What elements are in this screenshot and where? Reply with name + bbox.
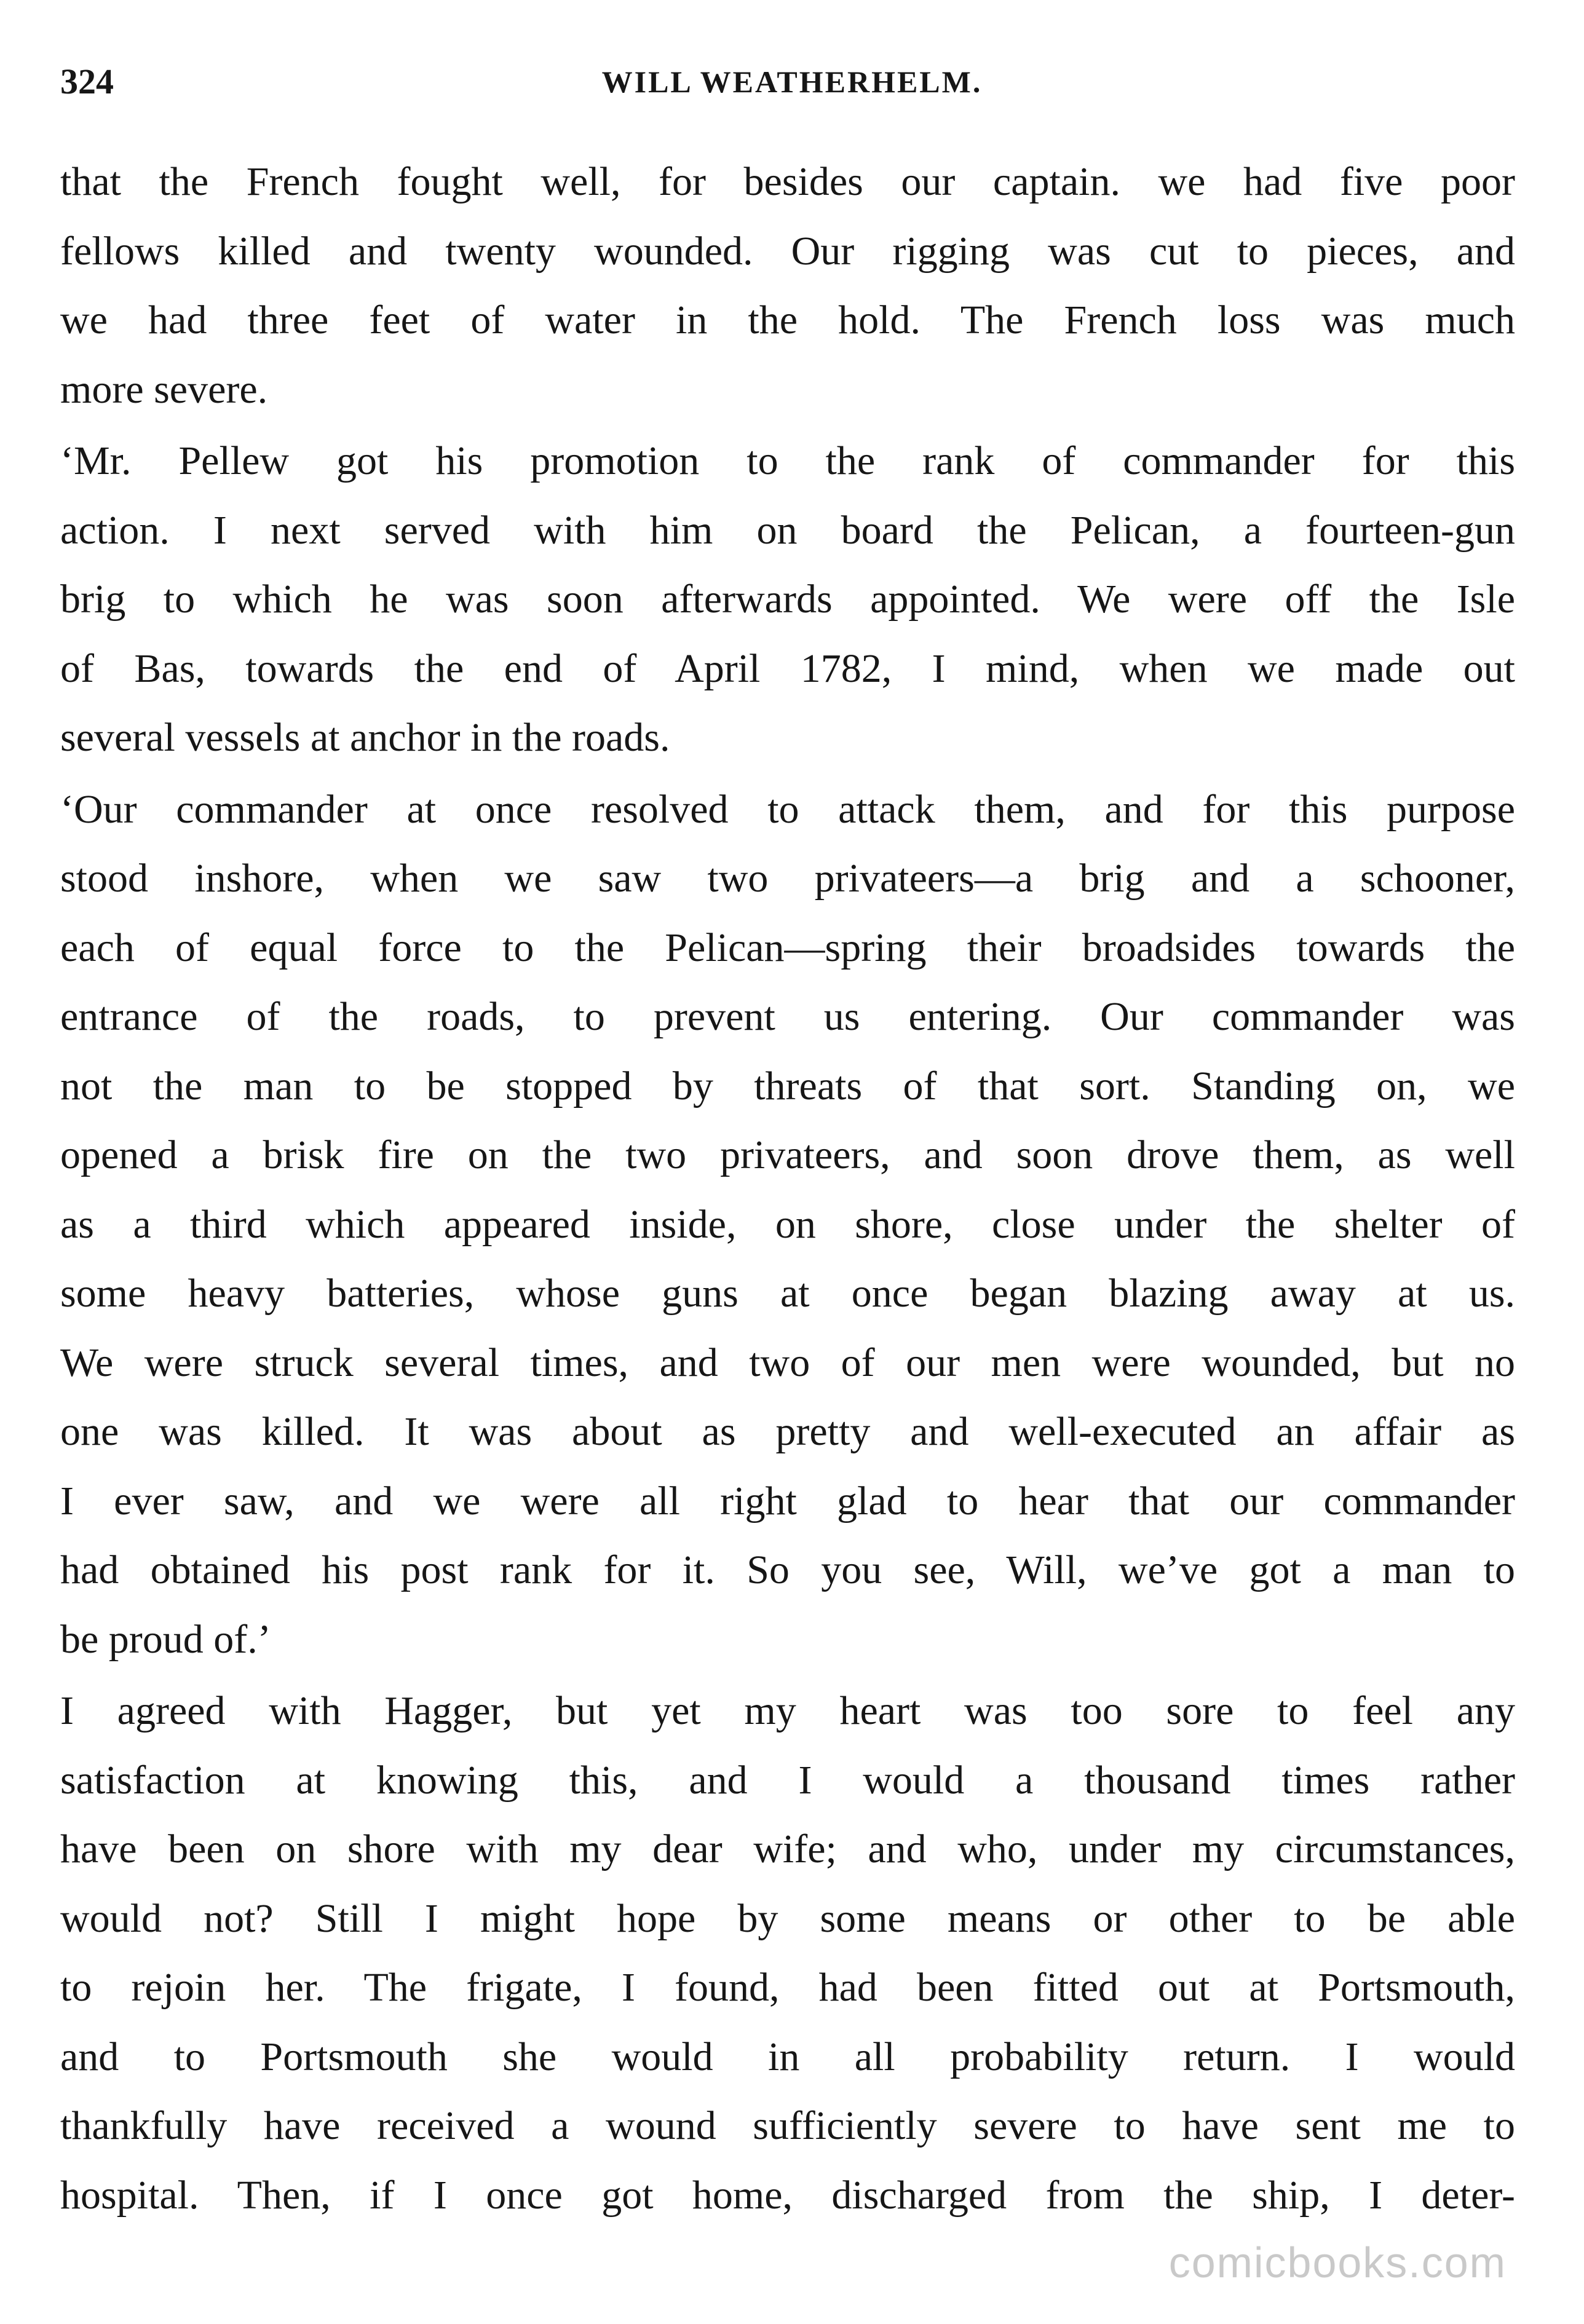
running-title: WILL WEATHERHELM. (601, 65, 983, 99)
text-line: that the French fought well, for besides our captain. we had five poor (60, 159, 1515, 204)
text-line: stood inshore, when we saw two privateers—a brig and a schooner, (60, 856, 1515, 901)
text-line: more severe. (60, 366, 268, 412)
body-text (60, 148, 1515, 2232)
text-line: hospital. Then, if I once got home, discharged from the ship, I deter- (60, 2172, 1515, 2218)
text-line: several vessels at anchor in the roads. (60, 715, 670, 760)
paragraph-1 (60, 148, 1515, 424)
text-line: of Bas, towards the end of April 1782, I mind, when we made out (60, 646, 1515, 691)
text-line: ‘Mr. Pellew got his promotion to the rank of commander for this (60, 438, 1515, 483)
text-line: one was killed. It was about as pretty and well-executed an affair as (60, 1409, 1515, 1454)
text-line: action. I next served with him on board the Pelican, a fourteen-gun (60, 507, 1515, 553)
text-line: had obtained his post rank for it. So you see, Will, we’ve got a man to (60, 1547, 1515, 1592)
paragraph-4 (60, 1677, 1515, 2230)
text-line: I ever saw, and we were all right glad to hear that our commander (60, 1478, 1515, 1524)
paragraph-2 (60, 427, 1515, 773)
text-line: each of equal force to the Pelican—spring their broadsides towards the (60, 925, 1515, 970)
text-line: be proud of.’ (60, 1616, 271, 1662)
text-line: some heavy batteries, whose guns at once began blazing away at us. (60, 1271, 1515, 1316)
text-line: to rejoin her. The frigate, I found, had been fitted out at Portsmouth, (60, 1965, 1515, 2010)
text-line: have been on shore with my dear wife; and who, under my circumstances, (60, 1827, 1515, 1871)
text-line: fellows killed and twenty wounded. Our rigging was cut to pieces, and (60, 228, 1515, 274)
text-line: entrance of the roads, to prevent us entering. Our commander was (60, 994, 1515, 1039)
text-line: would not? Still I might hope by some means or other to be able (60, 1895, 1515, 1941)
text-line: opened a brisk fire on the two privateers, and soon drove them, as well (60, 1132, 1515, 1177)
text-line: as a third which appeared inside, on shore, close under the shelter of (60, 1201, 1515, 1247)
text-line: I agreed with Hagger, but yet my heart was too sore to feel any (60, 1688, 1515, 1733)
text-line: and to Portsmouth she would in all probability return. I would (60, 2034, 1515, 2079)
watermark: comicbooks.com (1168, 2239, 1507, 2286)
running-head (60, 54, 1524, 109)
text-line: we had three feet of water in the hold. The French loss was much (60, 298, 1515, 342)
text-line: thankfully have received a wound sufficiently severe to have sent me to (60, 2103, 1515, 2148)
text-line: satisfaction at knowing this, and I would a thousand times rather (60, 1757, 1515, 1803)
text-line: not the man to be stopped by threats of that sort. Standing on, we (60, 1063, 1515, 1109)
text-line: ‘Our commander at once resolved to attack them, and for this purpose (60, 786, 1515, 832)
paragraph-3 (60, 775, 1515, 1675)
text-line: We were struck several times, and two of our men were wounded, but no (60, 1340, 1515, 1385)
text-line: brig to which he was soon afterwards appointed. We were off the Isle (60, 577, 1515, 622)
page-number: 324 (60, 61, 114, 101)
